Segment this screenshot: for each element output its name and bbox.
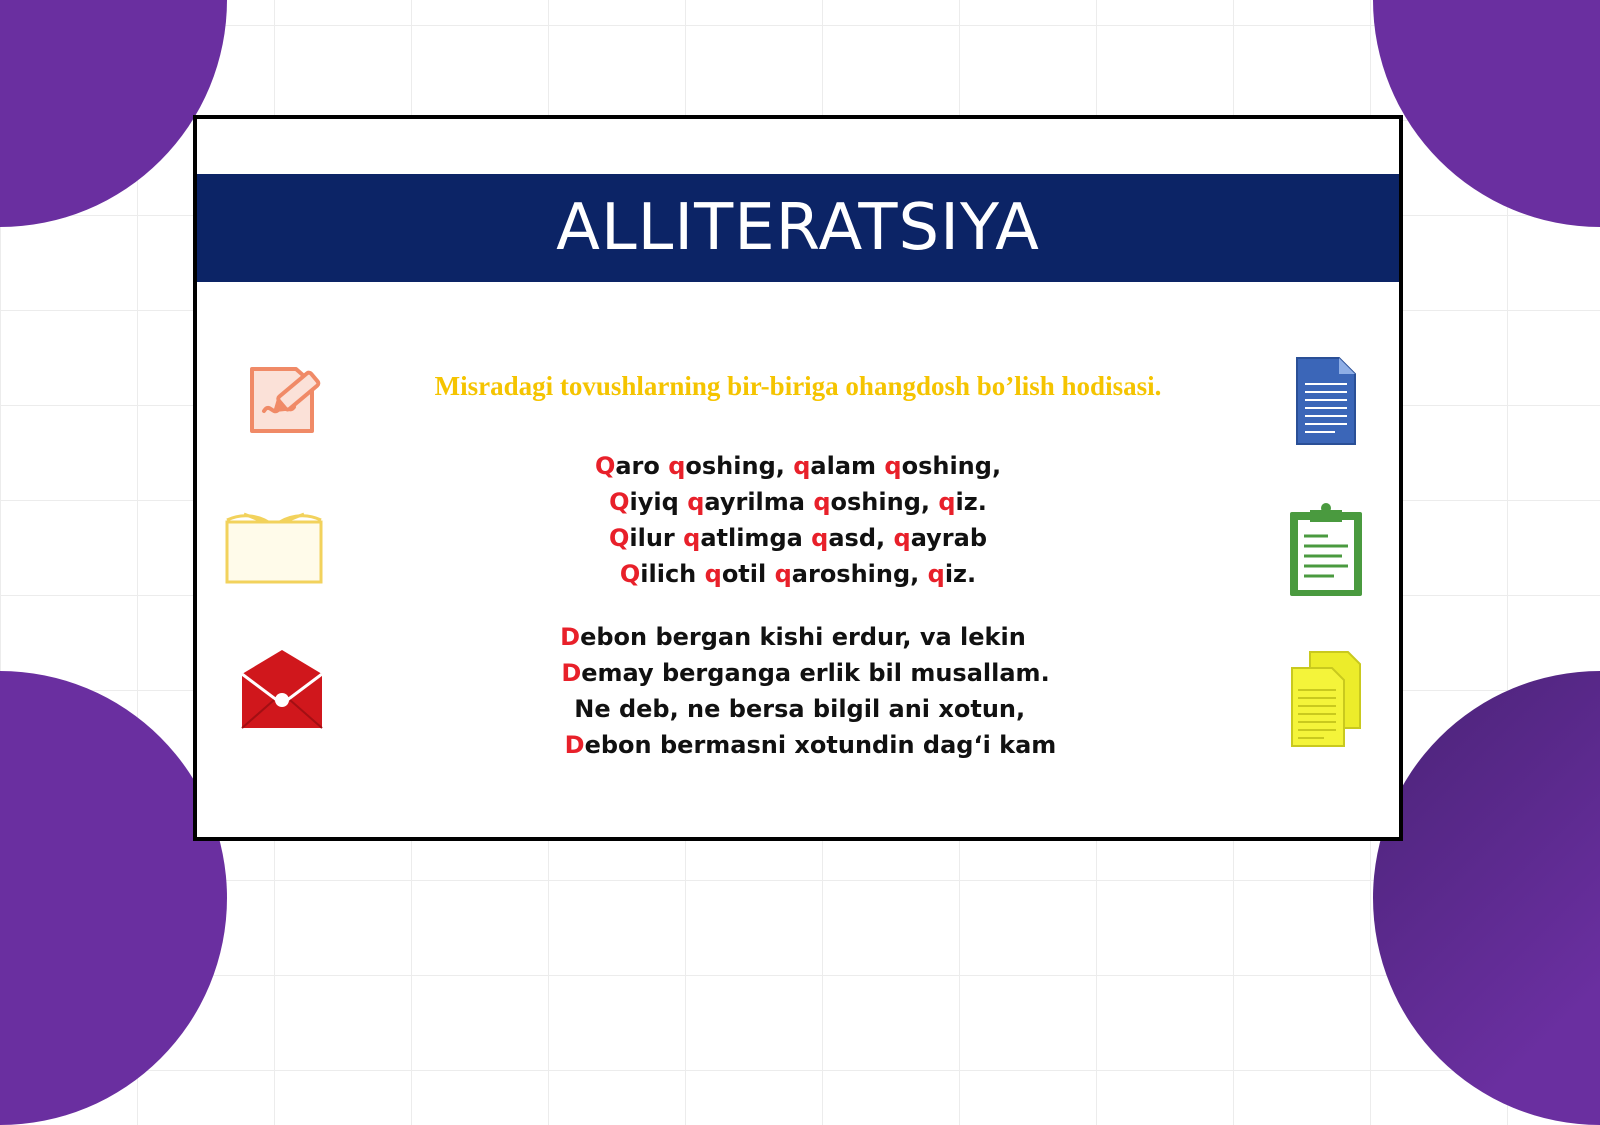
signature-pen-icon [238,361,328,439]
copy-documents-icon [1290,650,1362,748]
line-text: ilur [629,524,684,552]
highlight-letter: D [564,731,585,759]
highlight-letter: q [683,524,701,552]
highlight-letter: Q [608,524,630,552]
highlight-letter: q [687,488,705,516]
line-text: asd, [828,524,894,552]
highlight-letter: q [938,488,956,516]
stanza-line [197,448,1399,484]
highlight-letter: q [927,560,945,588]
line-text: aroshing, [791,560,928,588]
decor-circle-top-right [1373,0,1600,227]
line-text: oshing, [685,452,794,480]
highlight-letter: q [774,560,792,588]
highlight-letter: q [793,452,811,480]
line-text: ebon bergan kishi erdur, va lekin [580,623,1026,651]
line-text: iz. [944,560,977,588]
highlight-letter: q [704,560,722,588]
stanza-1 [197,448,1399,592]
slide-frame [193,115,1403,841]
line-text: alam [810,452,885,480]
line-text: ebon bermasni xotundin dag‘i kam [584,731,1057,759]
line-text: oshing, [830,488,939,516]
highlight-letter: q [668,452,686,480]
highlight-letter: Q [609,488,630,516]
stanza-line [197,556,1399,592]
line-text: atlimga [700,524,812,552]
highlight-letter: q [813,488,831,516]
definition-text: Misradagi tovushlarning bir-biriga ohangdosh bo’lish hodisasi. [434,371,1162,401]
document-icon [1295,356,1357,446]
line-text: iyiq [629,488,688,516]
stanza-line [197,727,1399,763]
highlight-letter: Q [619,560,641,588]
decor-circle-bottom-right [1373,671,1600,1125]
stanza-line [197,655,1399,691]
stanza-2 [197,619,1399,763]
title-banner [197,174,1399,282]
stanza-line [197,484,1399,520]
highlight-letter: D [560,623,581,651]
highlight-letter: D [561,659,582,687]
line-text: emay berganga erlik bil musallam. [581,659,1050,687]
line-text: iz. [955,488,987,516]
line-text: ayrab [910,524,987,552]
open-envelope-icon [240,648,324,730]
highlight-letter: q [811,524,829,552]
highlight-letter: Q [594,452,616,480]
stanza-line [197,520,1399,556]
line-text: ilich [640,560,705,588]
highlight-letter: q [884,452,902,480]
stanza-line [197,691,1399,727]
open-book-icon [224,508,324,586]
slide-title: ALLITERATSIYA [556,191,1040,265]
stanza-line [197,619,1399,655]
line-text: aro [615,452,669,480]
clipboard-icon [1288,502,1364,598]
line-text: oshing, [901,452,1002,480]
line-text: otil [721,560,775,588]
highlight-letter: q [893,524,911,552]
line-text: Ne deb, ne bersa bilgil ani xotun, [565,695,1026,723]
line-text: ayrilma [704,488,814,516]
